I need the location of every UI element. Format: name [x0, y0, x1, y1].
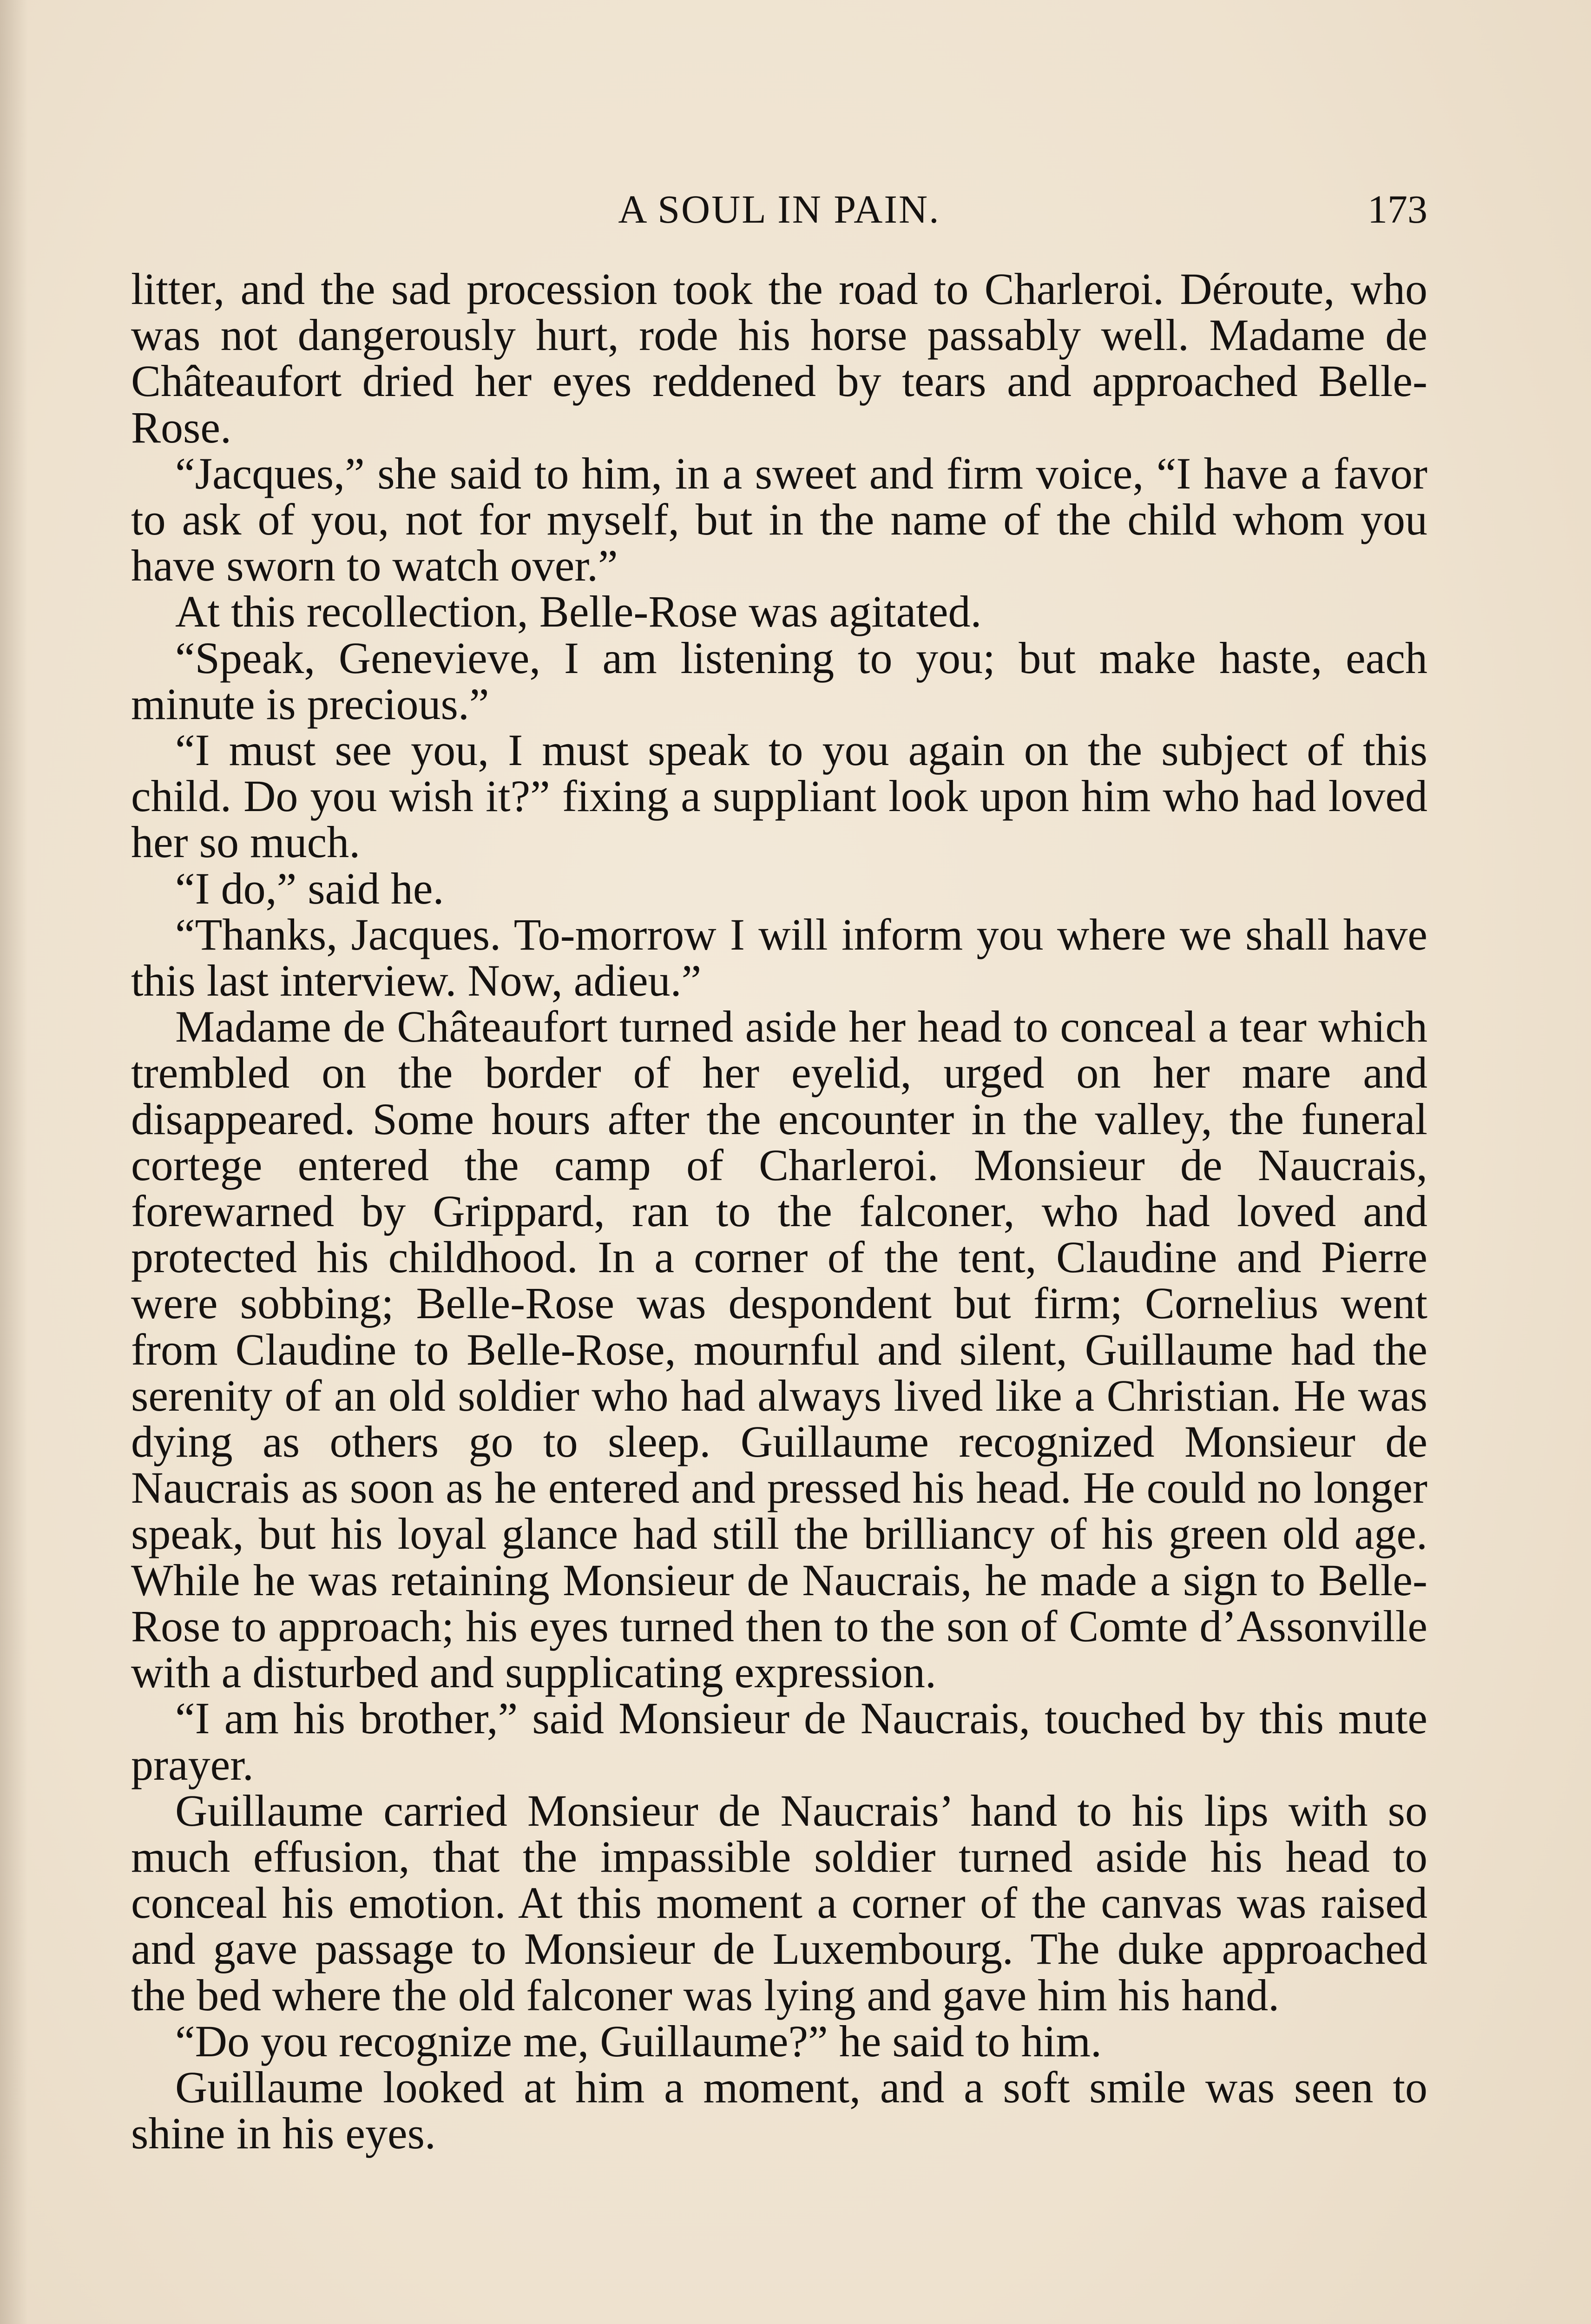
paragraph-11: “Do you recognize me, Guillaume?” he said to him. — [175, 2016, 1102, 2066]
gutter-shadow — [0, 0, 28, 2324]
paragraph-1: litter, and the sad procession took the road to Charleroi. Déroute, who was not dangerously hurt, rode his horse passably well. Madame de Châteaufort dried her eyes reddened by tears and approached Belle-Rose. — [131, 264, 1427, 452]
paragraph-7: “Thanks, Jacques. To-morrow I will inform you where we shall have this last interview. Now, adieu.” — [131, 909, 1427, 1006]
paragraph-3: At this recollection, Belle-Rose was agitated. — [175, 587, 982, 637]
paragraph-10: Guillaume carried Monsieur de Naucrais’ hand to his lips with so much effusion, that the impassible soldier turned aside his head to conceal his emotion. At this moment a corner of the canvas was raised and gave passage to Monsieur de Luxembourg. The duke approached the bed where the old falconer was lying and gave him his hand. — [131, 1785, 1427, 2020]
paragraph-6: “I do,” said he. — [175, 863, 444, 913]
paragraph-2: “Jacques,” she said to him, in a sweet and firm voice, “I have a favor to ask of you, not for myself, but in the name of the child whom you have sworn to watch over.” — [131, 448, 1427, 591]
paragraph-12: Guillaume looked at him a moment, and a soft smile was seen to shine in his eyes. — [131, 2062, 1427, 2159]
running-head — [131, 184, 1427, 235]
paragraph-8: Madame de Châteaufort turned aside her head to conceal a tear which trembled on the border of her eyelid, urged on her mare and disappeared. Some hours after the encounter in the valley, the funeral cortege entered the camp of Charleroi. Monsieur de Naucrais, forewarned by Grippard, ran to the falconer, who had loved and protected his childhood. In a corner of the tent, Claudine and Pierre were sobbing; Belle-Rose was despondent but firm; Cornelius went from Claudine to Belle-Rose, mournful and silent, Guillaume had the serenity of an old soldier who had always lived like a Christian. He was dying as others go to sleep. Guillaume recognized Monsieur de Naucrais as soon as he entered and pressed his head. He could no longer speak, but his loyal glance had still the brilliancy of his green old age. While he was retaining Monsieur de Naucrais, he made a sign to Belle-Rose to approach; his eyes turned then to the son of Comte d’Assonville with a disturbed and supplicating expression. — [131, 1002, 1427, 1697]
paragraph-4: “Speak, Genevieve, I am listening to you; but make haste, each minute is precious.” — [131, 633, 1427, 729]
paragraph-9: “I am his brother,” said Monsieur de Naucrais, touched by this mute prayer. — [131, 1693, 1427, 1789]
paragraph-5: “I must see you, I must speak to you again on the subject of this child. Do you wish it?” fixing a suppliant look upon him who had loved her so much. — [131, 725, 1427, 867]
page-number: 173 — [1367, 187, 1427, 231]
running-title: A SOUL IN PAIN. — [618, 187, 940, 231]
body-text — [131, 264, 1427, 2159]
